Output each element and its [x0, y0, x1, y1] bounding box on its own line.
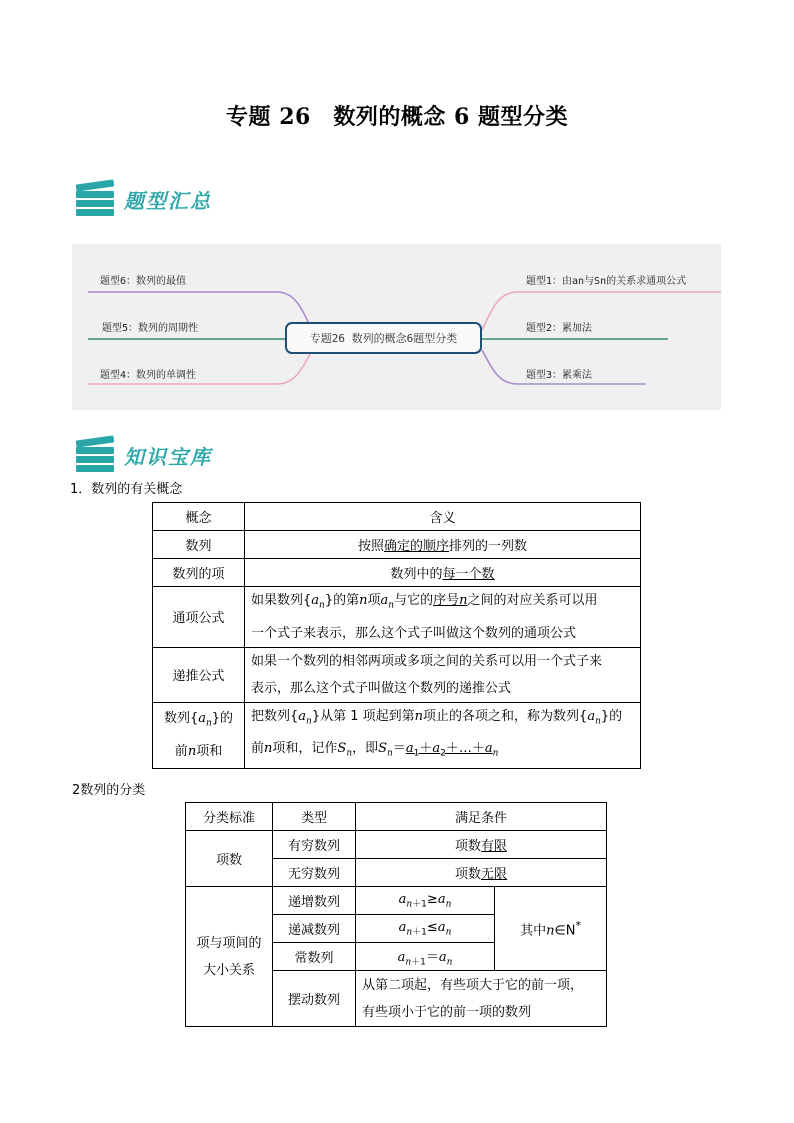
condition-cell: $a_{n+1}=a_n$ [356, 943, 495, 971]
concept-cell: 通项公式 [153, 587, 245, 648]
classification-table [185, 802, 607, 1027]
table-header-row [186, 803, 607, 831]
mindmap-node-2: 题型2：累加法 [526, 323, 593, 334]
condition-note-cell: 其中n∈N* [495, 887, 607, 971]
section-heading-knowledge [76, 436, 276, 472]
meaning-cell: 如果一个数列的相邻两项或多项之间的关系可以用一个式子来 表示，那么这个式子叫做这个数列的递推公式 [245, 647, 641, 702]
meaning-cell: 数列中的每一个数 [245, 559, 641, 587]
header-cell: 分类标准 [186, 803, 273, 831]
mindmap-node-6: 题型6：数列的最值 [100, 276, 187, 287]
condition-cell: $a_{n+1}\ge a_n$ [356, 887, 495, 915]
type-cell: 常数列 [273, 943, 356, 971]
part1-label: 1．数列的有关概念 [70, 482, 183, 497]
type-cell: 递增数列 [273, 887, 356, 915]
page-title: 专题 26 数列的概念 6 题型分类 [226, 104, 568, 130]
meaning-cell: 如果数列$\{a_n\}$的第n项$a_n$与它的序号n之间的对应关系可以用 一个式子来表示，那么这个式子叫做这个数列的通项公式 [245, 587, 641, 648]
table-row [153, 559, 641, 587]
table-row [153, 587, 641, 648]
mindmap-node-3: 题型3：累乘法 [526, 370, 593, 381]
table-row [186, 831, 607, 859]
table-row [153, 531, 641, 559]
concept-cell: 数列的项 [153, 559, 245, 587]
condition-cell: $a_{n+1}\le a_n$ [356, 915, 495, 943]
concept-cell: 递推公式 [153, 647, 245, 702]
header-cell: 满足条件 [356, 803, 607, 831]
books-icon [76, 436, 116, 472]
mindmap-node-5: 题型5：数列的周期性 [102, 323, 199, 334]
type-cell: 递减数列 [273, 915, 356, 943]
header-cell: 概念 [153, 503, 245, 531]
section-heading-summary [76, 180, 276, 216]
condition-cell: 从第二项起，有些项大于它的前一项， 有些项小于它的前一项的数列 [356, 971, 607, 1027]
mindmap-node-1: 题型1：由an与Sn的关系求通项公式 [526, 276, 687, 287]
books-icon [76, 180, 116, 216]
mindmap-node-4: 题型4：数列的单调性 [100, 370, 197, 381]
type-cell: 无穷数列 [273, 859, 356, 887]
section-heading-text: 题型汇总 [124, 189, 212, 213]
condition-cell: 项数有限 [356, 831, 607, 859]
part2-label: 2数列的分类 [72, 783, 146, 798]
type-cell: 有穷数列 [273, 831, 356, 859]
header-cell: 类型 [273, 803, 356, 831]
concepts-table [152, 502, 641, 769]
concept-cell: 数列 [153, 531, 245, 559]
criterion-cell: 项数 [186, 831, 273, 887]
mindmap-center: 专题26 数列的概念6题型分类 [285, 322, 482, 354]
type-cell: 摆动数列 [273, 971, 356, 1027]
meaning-cell: 按照确定的顺序排列的一列数 [245, 531, 641, 559]
section-heading-text: 知识宝库 [124, 445, 212, 469]
concept-cell: 数列$\{a_n\}$的 前n项和 [153, 702, 245, 768]
header-cell: 含义 [245, 503, 641, 531]
criterion-cell: 项与项间的 大小关系 [186, 887, 273, 1027]
table-header-row [153, 503, 641, 531]
table-row [186, 887, 607, 915]
condition-cell: 项数无限 [356, 859, 607, 887]
table-row [153, 647, 641, 702]
mindmap [72, 244, 721, 410]
meaning-cell: 把数列$\{a_n\}$从第 1 项起到第n项止的各项之和，称为数列$\{a_n\}$的 前n项和，记作$S_n$，即$S_n=a_1+a_2+\dots+a_n$ [245, 702, 641, 768]
table-row [153, 702, 641, 768]
